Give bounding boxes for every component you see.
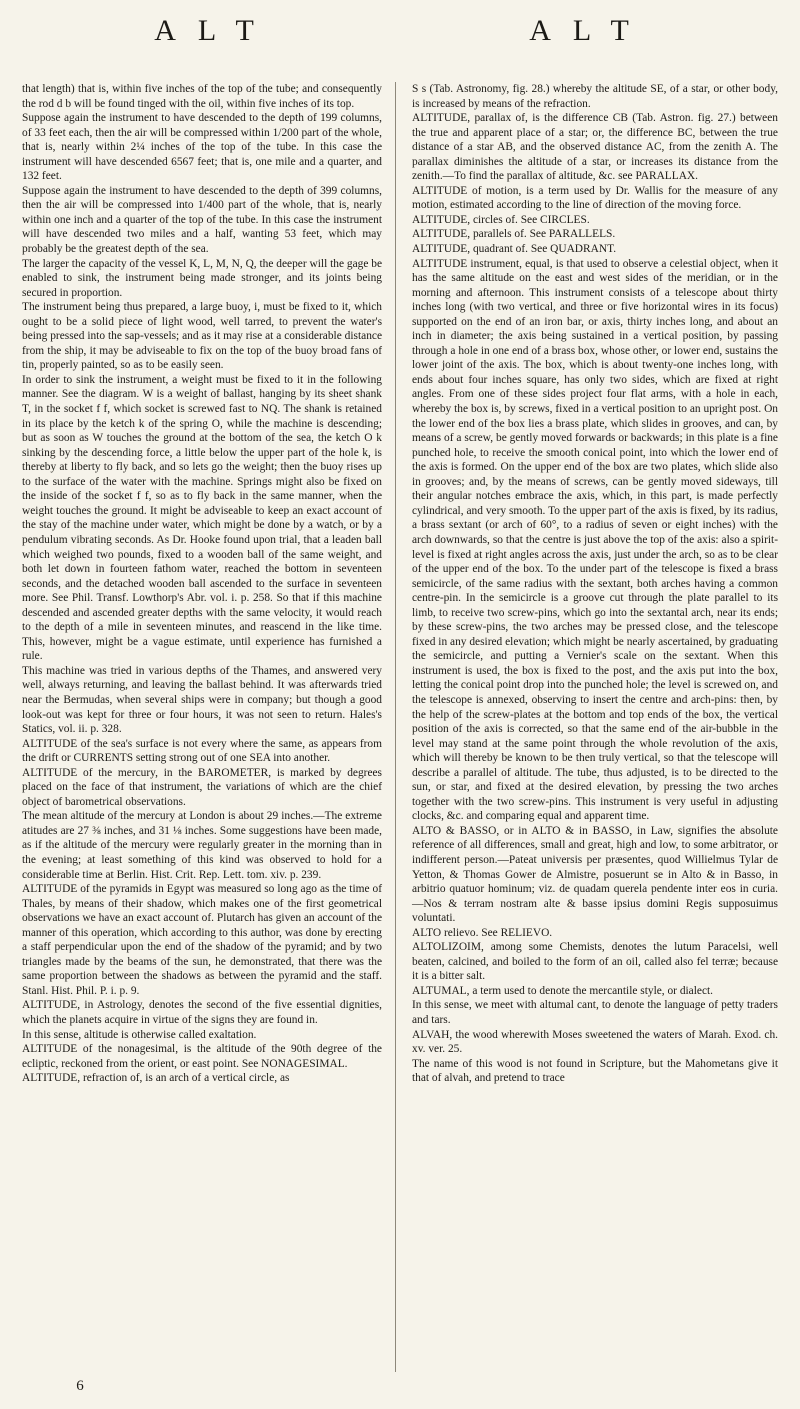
entry-altolizoim: ALTOLIZOIM, among some Chemists, denotes the lutum Paracelsi, well beaten, calcined, and boiled to the form of an oil, called also fel terræ; because it is a bitter salt.	[412, 941, 778, 983]
paragraph: that length) that is, within five inches of the top of the tube; and consequently the rod d b will be found tinged with the oil, within five inches of its top.	[22, 83, 382, 110]
column-divider	[395, 82, 396, 1372]
entry-alto-relievo: ALTO relievo. See RELIEVO.	[412, 926, 553, 939]
entry-altitude-nonagesimal: ALTITUDE of the nonagesimal, is the altitude of the 90th degree of the ecliptic, reckoned from the orient, or east point. See NONAGESIMAL.	[22, 1043, 382, 1070]
paragraph: The mean altitude of the mercury at London is about 29 inches.—The extreme atitudes are 27 ⅜ inches, and 31 ⅛ inches. Some suggestions have been made, as if the altitude of the mercury were regularly greater in the morning than in the evening; at least something of this kind was observed to hold for a considerable time at Berlin. Hist. Crit. Rep. Lett. tom. xiv. p. 239.	[22, 810, 382, 881]
entry-altitude-refraction: ALTITUDE, refraction of, is an arch of a vertical circle, as	[22, 1072, 290, 1085]
entry-altitude-motion: ALTITUDE of motion, is a term used by Dr. Wallis for the measure of any motion, estimated according to the line of direction of the moving force.	[412, 184, 778, 212]
paragraph: The name of this wood is not found in Scripture, but the Mahometans give it that of alvah, and pretend to trace	[412, 1057, 778, 1085]
paragraph: Suppose again the instrument to have descended to the depth of 199 columns, of 33 feet each, then the air will be compressed within 1/200 part of the whole, that is, nearly within 2¼ inches of the top of the tube. In this case the instrument will have descended 6567 feet; that is, one mile and a quarter, and 132 feet.	[22, 112, 382, 183]
paragraph: In this sense, altitude is otherwise called exaltation.	[22, 1028, 257, 1041]
right-column	[412, 82, 778, 1086]
paragraph: In order to sink the instrument, a weight must be fixed to it in the following manner. See the diagram. W is a weight of ballast, hanging by its sheet shank T, in the socket f f, which socket is screwed fast to NQ. The shank is retained in its place by the ketch k of the spring O, while the machine is descending; but as soon as W touches the ground at the bottom of the sea, the ketch O k sinking by the descending force, a little below the upper part of the hole k, is thereby at liberty to fly back, and so lets go the weight; then the buoy rises up to the surface of the water with the machine. Springs might also be fixed on the inside of the socket f f, so as to fly back in the same manner, when the weight touches the ground. It might be adviseable to keep an exact account of the stay of the machine under water, which might be done by a watch, or by a pendulum vibrating seconds. As Dr. Hooke found upon trial, that a leaden ball which weighed two pounds, fixed to a wooden ball of the same weight, and both let down in fourteen fathom water, reached the bottom in seventeen seconds, and the detached wooden ball ascended to the surface in seventeen more. See Phil. Transf. Lowthorp's Abr. vol. i. p. 258. So that if this machine descended and ascended greater depths with the same velocity, it would reach to the depth of a mile in seventeen minutes, and reascend in the like time. This, however, might be a vague estimate, until experience has furnished a rule.	[22, 373, 382, 663]
entry-alvah: ALVAH, the wood wherewith Moses sweetened the waters of Marah. Exod. ch. xv. ver. 25.	[412, 1028, 778, 1056]
paragraph: S s (Tab. Astronomy, fig. 28.) whereby the altitude SE, of a star, or other body, is increased by means of the refraction.	[412, 83, 778, 110]
paragraph: Suppose again the instrument to have descended to the depth of 399 columns, then the air will be compressed into 1/400 part of the whole, that is, nearly within one inch and a quarter of the top of the tube. In this case the instrument will have descended two miles and a half, wanting 53 feet, which may probably be the greatest depth of the sea.	[22, 184, 382, 256]
entry-altitude-parallels: ALTITUDE, parallels of. See PARALLELS.	[412, 228, 616, 241]
entry-altitude-parallax: ALTITUDE, parallax of, is the difference CB (Tab. Astron. fig. 27.) between the true and apparent place of a star; or, the difference BC, between the true distance of a star AB, and the observed distance AC, from the zenith A. The parallax diminishes the altitude of a star, or increases its distance from the zenith.—To find the parallax of altitude, &c. see PARALLAX.	[412, 112, 778, 183]
running-head-right: ALT	[529, 14, 651, 47]
paragraph: The larger the capacity of the vessel K, L, M, N, Q, the deeper will the gage be enabled to sink, the instrument being made stronger, and its joints being secured in proportion.	[22, 257, 382, 299]
page-number: 6	[76, 1378, 84, 1394]
entry-altitude-pyramids: ALTITUDE of the pyramids in Egypt was measured so long ago as the time of Thales, by means of their shadow, which makes one of the first geometrical observations we have an exact account of. Plutarch has given an account of the manner of this operation, which according to this author, was done by erecting a staff perpendicular upon the end of the shadow of the pyramid; and by two triangles made by the beams of the sun, he demonstrated, that there was the same proportion between the shadows as between the pyramid and the staff. Stanl. Hist. Phil. P. i. p. 9.	[22, 883, 382, 997]
entry-alto-basso: ALTO & BASSO, or in ALTO & in BASSO, in Law, signifies the absolute reference of all differences, small and great, high and low, to some arbitrator, or indifferent person.—Pateat universis per præsentes, quod Willielmus Tylar de Yetton, & Thomas Gower de Almistre, posuerunt se in Alto & in Basso, in arbitrio quatuor hominum; viz. de quadam querela pendente inter eos in curia.—Nos & terram nostram alte & basse ipsius domini Regis supposuimus voluntati.	[412, 824, 778, 925]
paragraph: In this sense, we meet with altumal cant, to denote the language of petty traders and tars.	[412, 999, 778, 1026]
entry-altitude-astrology: ALTITUDE, in Astrology, denotes the second of the five essential dignities, which the planets acquire in virtue of the signs they are found in.	[22, 999, 382, 1026]
entry-altumal: ALTUMAL, a term used to denote the mercantile style, or dialect.	[412, 984, 714, 997]
left-column	[22, 82, 382, 1086]
entry-altitude-circles: ALTITUDE, circles of. See CIRCLES.	[412, 213, 590, 226]
entry-altitude-sea-surface: ALTITUDE of the sea's surface is not every where the same, as appears from the drift or CURRENTS setting strong out of one SEA into another.	[22, 737, 382, 765]
entry-altitude-quadrant: ALTITUDE, quadrant of. See QUADRANT.	[412, 243, 617, 256]
paragraph: This machine was tried in various depths of the Thames, and answered very well, always returning, and leaving the ballast behind. It was afterwards tried near the Bermudas, when several ships were in company; but though a good look-out was kept for three or four hours, it was not seen to return. Hales's Statics, vol. ii. p. 328.	[22, 664, 382, 736]
running-head-left: ALT	[154, 14, 276, 47]
entry-altitude-instrument: ALTITUDE instrument, equal, is that used to observe a celestial object, when it has the same altitude on the east and west sides of the meridian, or in the morning and afternoon. This instrument consists of a telescope about thirty inches long (with two vertical, and three or five horizontal wires in its focus) supported on the end of an iron bar, or axis, thirty inches long, and about an inch in diameter; the axis being sustained in a vertical position, by passing through a hole in one end of a brass box, whose other, or lower end, sustains the lower joint of the axis. The box, which is about twenty-one inches long, with ends about four inches square, has only two sides, which are fixed at right angles. From one of these sides project four flat arms, with a hole in each, whereby the box is, by screws, fixed in a vertical position to an upright post. On the lower end of the box lies a brass plate, which slides in grooves, and can, by means of a screw, be gently moved forwards or backwards; in this plate is a fine punched hole, to receive the smooth conical point, into which the lower end of the axis is formed. On the upper end of the box are two plates, which slide also in grooves; and, by the means of screws, can be gently moved sideways, till their angular notches embrace the axis, which, in this part, is made perfectly cylindrical, and very smooth. To the upper part of the axis is fixed, by its radius, a brass sextant (or arch of 60°, to a radius of seven or eight inches) with the arch downwards, so that the centre is just above the top of the axis: also a spirit-level is fixed at right angles across the axis, just under the arch, so as to be clear of the upper end of the box. To the under part of the telescope is fixed a brass semicircle, of the same radius with the sextant, both arches having a common centre-pin. In the semicircle is a groove cut through the plate parallel to its limb, to receive two screw-pins, which go into the sextantal arch, near its ends; by these screw-pins, the two arches may be pressed close, and the telescope fixed in any desired elevation; which might be nearly ascertained, by graduating the semicircle, and putting a Vernier's scale on the sextant. When this instrument is used, the box is fixed to the post, and the axis put into the box, letting the conical point drop into the punched hole; the level is screwed on, and the telescope is annexed, observing to insert the centre and arch-pins: then, by the help of the screw-plates at the bottom and top ends of the box, the vertical position of the axis is corrected, so that the same end of the air-bubble in the level may stand at the same point through the whole revolution of the axis, which will thereby be known to be then truly vertical, so that the telescope will describe a parallel of altitude. The tube, thus adjusted, is to be directed to the sun, or star, and fixed at the desired elevation, by pressing the two arches together with the two screw-pins. This instrument is very useful in adjusting clocks, &c. and comparing equal and apparent time.	[412, 257, 778, 823]
entry-altitude-mercury: ALTITUDE of the mercury, in the BAROMETER, is marked by degrees placed on the face of that instrument, the variations of which are the chief object of barometrical observations.	[22, 766, 382, 808]
paragraph: The instrument being thus prepared, a large buoy, i, must be fixed to it, which ought to be a solid piece of light wood, well tarred, to prevent the water's being pressed into the sap-vessels; and as it may rise at a considerable distance from the ship, it may be adviseable to fix on the top of the buoy broad fans of tin, properly painted, so as to be easily seen.	[22, 301, 382, 372]
